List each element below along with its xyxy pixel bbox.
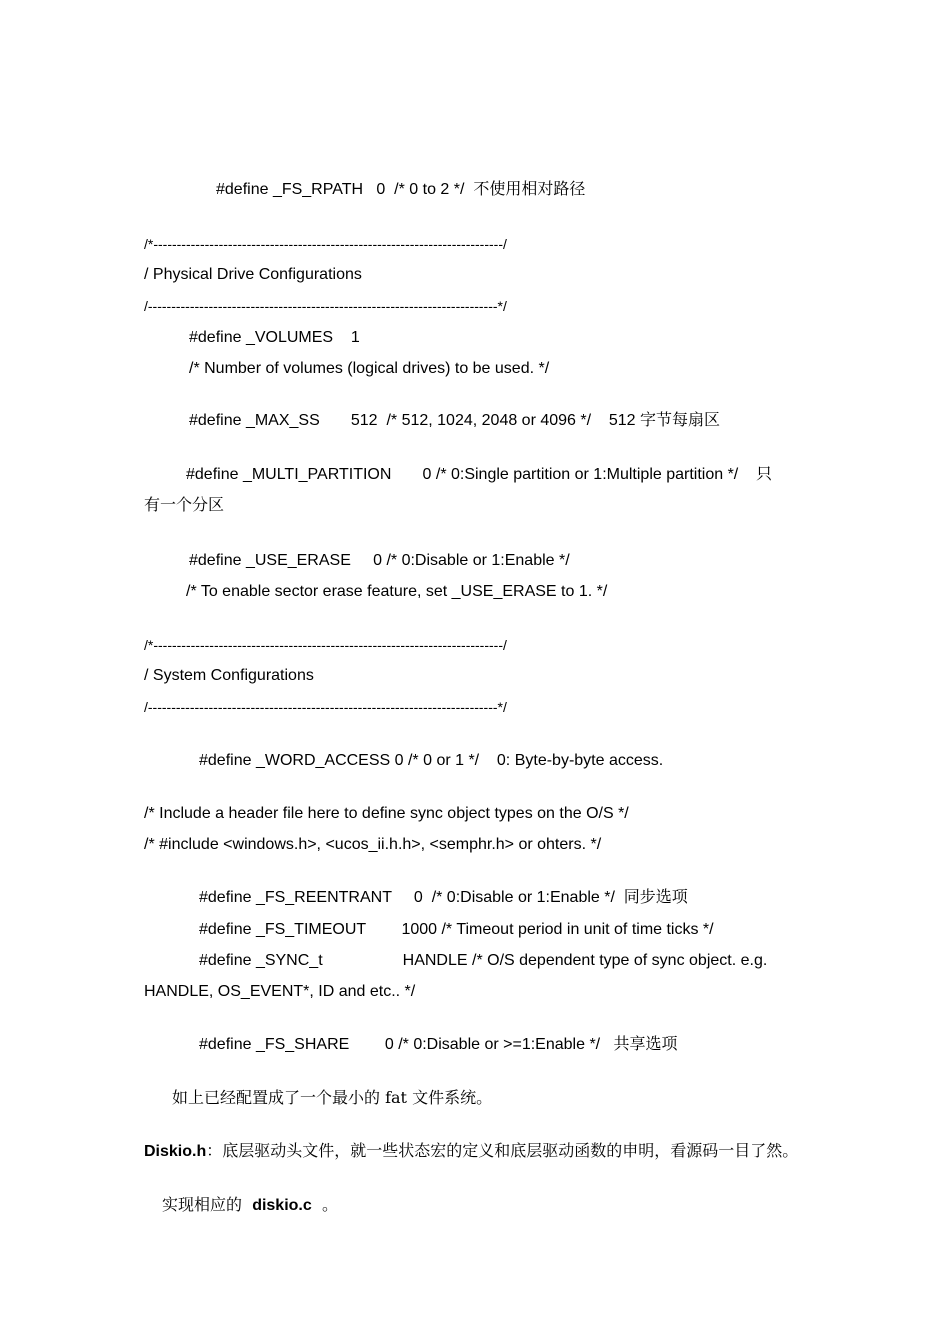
section-separator-close: /---------------------------------------------------------------------------*/ xyxy=(144,699,507,715)
define-volumes-line: #define _VOLUMES 1 xyxy=(189,329,360,346)
section-separator-close: /---------------------------------------------------------------------------*/ xyxy=(144,298,507,314)
define-max-ss-line: #define _MAX_SS 512 /* 512, 1024, 2048 or 4096 */ 512 字节每扇区 xyxy=(189,412,720,429)
define-use-erase-line: #define _USE_ERASE 0 /* 0:Disable or 1:Enable */ xyxy=(189,552,570,569)
define-fs-timeout-line: #define _FS_TIMEOUT 1000 /* Timeout period in unit of time ticks */ xyxy=(199,921,714,938)
section-title-system: / System Configurations xyxy=(144,667,314,684)
include-comment-line: /* Include a header file here to define sync object types on the O/S */ xyxy=(144,805,629,822)
section-title-physical-drive: / Physical Drive Configurations xyxy=(144,266,362,283)
summary-paragraph: 如上已经配置成了一个最小的 fat 文件系统。 xyxy=(172,1088,493,1107)
define-fs-share-line: #define _FS_SHARE 0 /* 0:Disable or >=1:Enable */ 共享选项 xyxy=(199,1036,678,1053)
define-multi-partition-line: #define _MULTI_PARTITION 0 /* 0:Single partition or 1:Multiple partition */ 只 xyxy=(186,466,773,483)
volumes-comment-line: /* Number of volumes (logical drives) to be used. */ xyxy=(189,360,550,377)
multi-partition-continuation: 有一个分区 xyxy=(144,497,225,514)
implement-prefix: 实现相应的 xyxy=(162,1195,253,1214)
define-sync-t-line: #define _SYNC_t HANDLE /* O/S dependent type of sync object. e.g. xyxy=(199,952,768,969)
define-word-access-line: #define _WORD_ACCESS 0 /* 0 or 1 */ 0: Byte-by-byte access. xyxy=(199,752,664,769)
include-example-comment-line: /* #include <windows.h>, <ucos_ii.h.h>, <semphr.h> or ohters. */ xyxy=(144,836,602,853)
diskio-h-label: Diskio.h xyxy=(144,1143,207,1160)
section-separator-open: /*---------------------------------------------------------------------------/ xyxy=(144,637,507,653)
section-separator-open: /*---------------------------------------------------------------------------/ xyxy=(144,236,507,252)
use-erase-comment-line: /* To enable sector erase feature, set _USE_ERASE to 1. */ xyxy=(186,583,608,600)
diskio-h-description: ：底层驱动头文件，就一些状态宏的定义和底层驱动函数的申明，看源码一目了然。 xyxy=(206,1141,799,1160)
sync-t-continuation: HANDLE, OS_EVENT*, ID and etc.. */ xyxy=(144,983,416,1000)
implement-suffix: 。 xyxy=(311,1195,338,1214)
define-fs-reentrant-line: #define _FS_REENTRANT 0 /* 0:Disable or 1:Enable */ 同步选项 xyxy=(199,889,688,906)
diskio-c-filename: diskio.c xyxy=(252,1197,312,1214)
implement-paragraph xyxy=(162,1195,338,1216)
define-fs-rpath-line: #define _FS_RPATH 0 /* 0 to 2 */ 不使用相对路径 xyxy=(216,181,586,198)
diskio-h-paragraph xyxy=(144,1141,798,1162)
